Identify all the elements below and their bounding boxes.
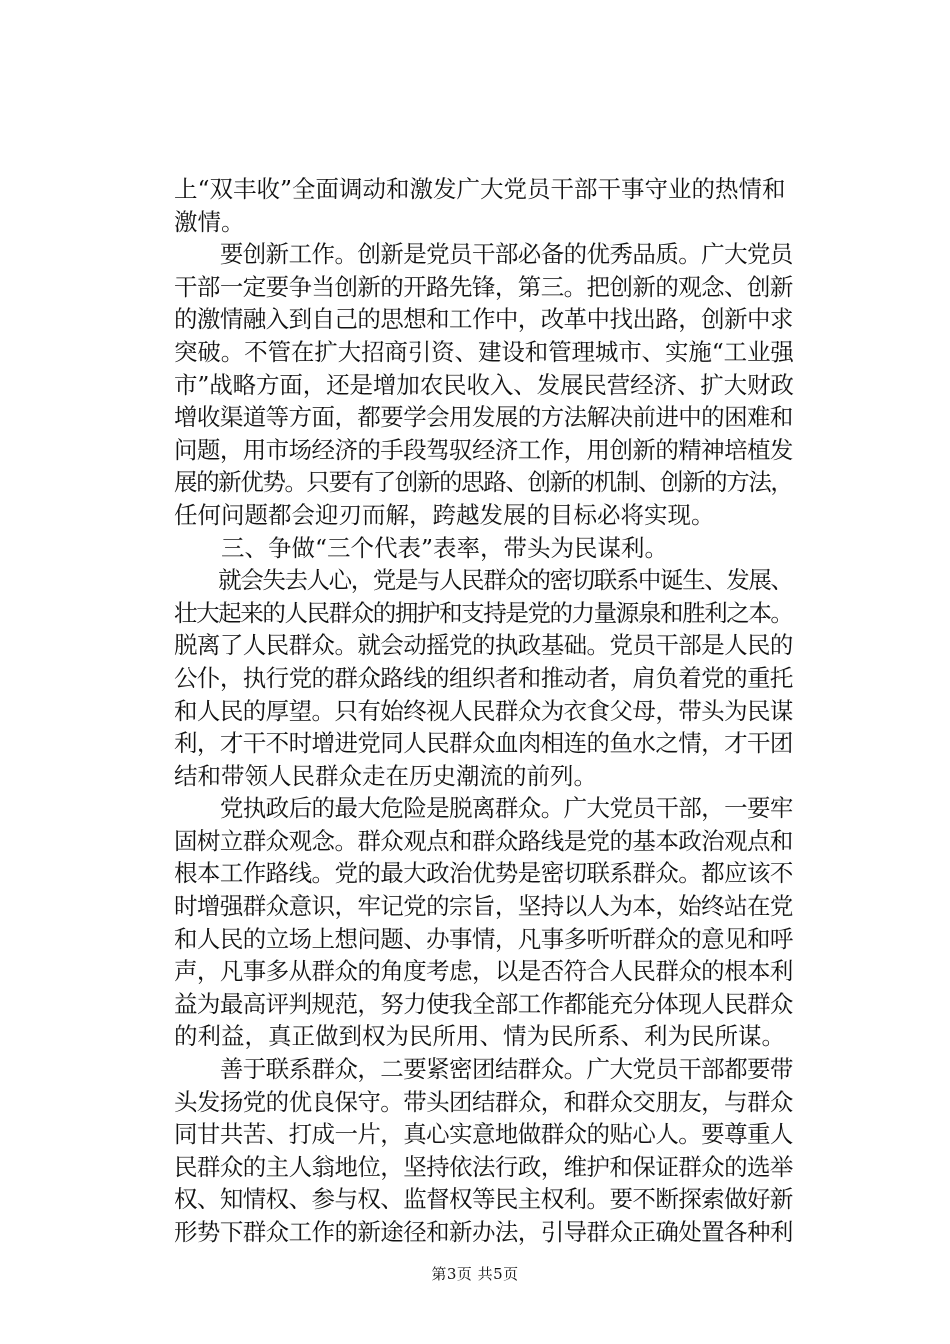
text-line: 权、知情权、参与权、监督权等民主权利。要不断探索做好新: [174, 1185, 793, 1214]
text-line: 益为最高评判规范，努力使我全部工作都能充分体现人民群众: [174, 989, 793, 1018]
text-line: 就会失去人心，党是与人民群众的密切联系中诞生、发展、: [174, 566, 793, 595]
text-line: 和人民的厚望。只有始终视人民群众为衣食父母，带头为民谋: [174, 696, 793, 725]
text-line: 市”战略方面，还是增加农民收入、发展民营经济、扩大财政: [174, 370, 794, 399]
text-line: 声，凡事多从群众的角度考虑，以是否符合人民群众的根本利: [174, 957, 793, 986]
text-line: 时增强群众意识，牢记党的宗旨，坚持以人为本，始终站在党: [174, 892, 793, 921]
text-line: 壮大起来的人民群众的拥护和支持是党的力量源泉和胜利之本。: [174, 598, 793, 627]
text-line: 增收渠道等方面，都要学会用发展的方法解决前进中的困难和: [174, 403, 793, 432]
text-line: 任何问题都会迎刃而解，跨越发展的目标必将实现。: [174, 500, 715, 529]
text-line: 问题，用市场经济的手段驾驭经济工作，用创新的精神培植发: [174, 435, 793, 464]
text-line: 和人民的立场上想问题、办事情，凡事多听听群众的意见和呼: [174, 924, 793, 953]
text-line: 突破。不管在扩大招商引资、建设和管理城市、实施“工业强: [174, 337, 794, 366]
text-line: 展的新优势。只要有了创新的思路、创新的机制、创新的方法，: [174, 468, 793, 497]
text-line: 利，才干不时增进党同人民群众血肉相连的鱼水之情，才干团: [174, 729, 793, 758]
text-line: 固树立群众观念。群众观点和群众路线是党的基本政治观点和: [174, 826, 793, 855]
text-line: 善于联系群众，二要紧密团结群众。广大党员干部都要带: [174, 1055, 793, 1084]
document-body: [174, 173, 794, 1249]
text-line: 的利益，真正做到权为民所用、情为民所系、利为民所谋。: [174, 1022, 785, 1051]
text-line: 脱离了人民群众。就会动摇党的执政基础。党员干部是人民的: [174, 631, 793, 660]
text-line: 的激情融入到自己的思想和工作中，改革中找出路，创新中求: [174, 305, 793, 334]
text-line: 民群众的主人翁地位，坚持依法行政，维护和保证群众的选举: [174, 1152, 793, 1181]
text-line: 干部一定要争当创新的开路先锋，第三。把创新的观念、创新: [174, 272, 793, 301]
page-footer: 第3页 共5页: [431, 1265, 519, 1283]
text-line: 结和带领人民群众走在历史潮流的前列。: [174, 761, 597, 790]
text-line: 激情。: [174, 207, 245, 236]
text-line: 三、争做“三个代表”表率，带头为民谋利。: [174, 533, 669, 562]
text-line: 根本工作路线。党的最大政治优势是密切联系群众。都应该不: [174, 859, 793, 888]
text-line: 头发扬党的优良保守。带头团结群众，和群众交朋友，与群众: [174, 1087, 793, 1116]
text-line: 上“双丰收”全面调动和激发广大党员干部干事守业的热情和: [174, 175, 786, 203]
text-line: 形势下群众工作的新途径和新办法，引导群众正确处置各种利: [174, 1218, 793, 1246]
text-line: 党执政后的最大危险是脱离群众。广大党员干部，一要牢: [174, 794, 793, 823]
text-line: 要创新工作。创新是党员干部必备的优秀品质。广大党员: [174, 240, 793, 269]
text-line: 同甘共苦、打成一片，真心实意地做群众的贴心人。要尊重人: [174, 1120, 793, 1149]
text-line: 公仆，执行党的群众路线的组织者和推动者，肩负着党的重托: [174, 663, 793, 692]
